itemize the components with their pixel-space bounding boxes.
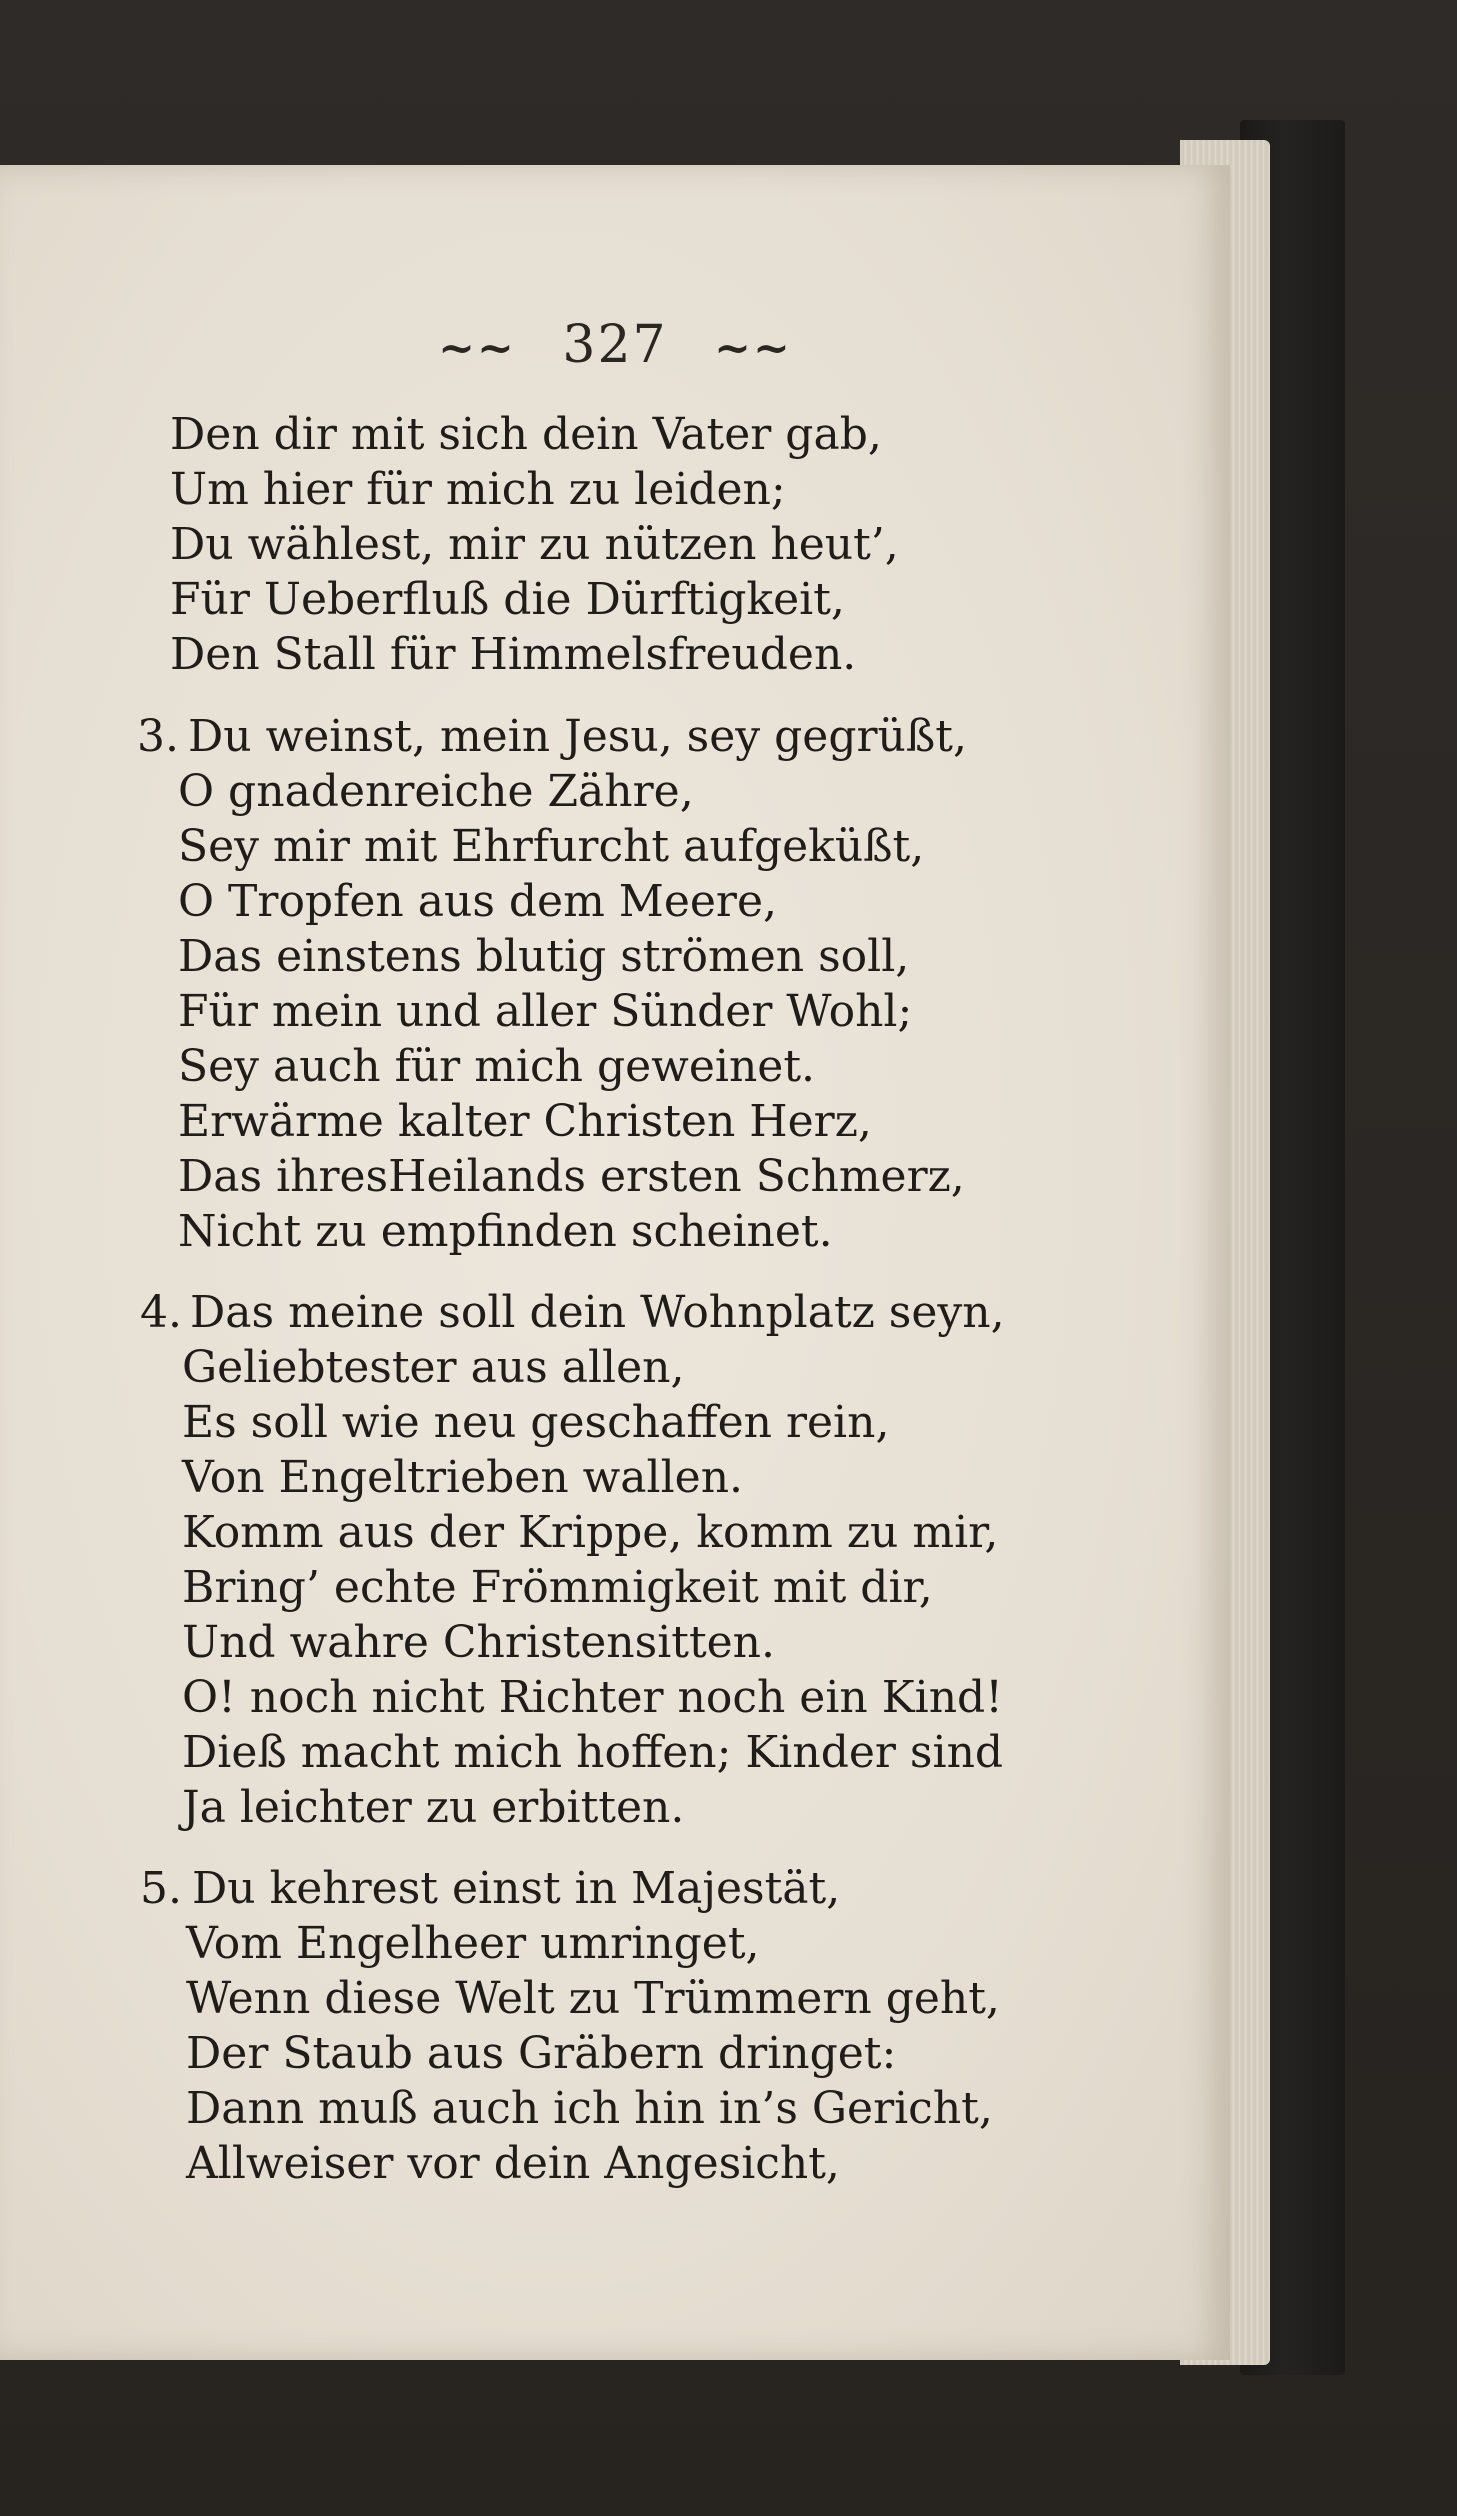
verse-line: Es soll wie neu geschaffen rein, [182,1397,890,1448]
verse-line: Sey auch für mich geweinet. [178,1041,815,1092]
verse-line: Geliebtester aus allen, [182,1342,685,1393]
ornament-left: ~~ [438,323,516,374]
verse-line: Wenn diese Welt zu Trümmern geht, [186,1973,1000,2024]
verse-line: O Tropfen aus dem Meere, [178,876,777,927]
verse-line: Der Staub aus Gräbern dringet: [186,2028,897,2079]
verse-line: O gnadenreiche Zähre, [178,766,694,817]
stanza-number: 5. [140,1863,182,1914]
verse-line: Das meine soll dein Wohnplatz seyn, [190,1287,1005,1338]
verse-line: Erwärme kalter Christen Herz, [178,1096,872,1147]
verse-line: Den Stall für Himmelsfreuden. [170,629,857,680]
verse-line: Komm aus der Krippe, komm zu mir, [182,1507,999,1558]
verse-line: Und wahre Christensitten. [182,1617,775,1668]
verse-line: Nicht zu empfinden scheinet. [178,1206,833,1257]
verse-line: Sey mir mit Ehrfurcht aufgeküßt, [178,821,925,872]
stanza-number: 4. [140,1287,182,1338]
verse-line: O! noch nicht Richter noch ein Kind! [182,1672,1003,1723]
page-number: 327 [562,315,668,375]
verse-line: Dieß macht mich hoffen; Kinder sind [182,1727,1004,1778]
verse-line: Vom Engelheer umringet, [186,1918,760,1969]
verse-line: Du weinst, mein Jesu, sey gegrüßt, [188,711,967,762]
verse-line: Du wählest, mir zu nützen heut’, [170,519,899,570]
verse-line: Das ihresHeilands ersten Schmerz, [178,1151,965,1202]
verse-line: Den dir mit sich dein Vater gab, [170,409,882,460]
verse-line: Für mein und aller Sünder Wohl; [178,986,913,1037]
verse-line: Du kehrest einst in Majestät, [192,1863,841,1914]
verse-line: Das einstens blutig strömen soll, [178,931,910,982]
page-header [0,315,1230,375]
verse-line: Um hier für mich zu leiden; [170,464,786,515]
ornament-right: ~~ [714,323,792,374]
stanza-number: 3. [137,711,179,762]
verse-line: Bring’ echte Frömmigkeit mit dir, [182,1562,933,1613]
verse-line: Für Ueberfluß die Dürftigkeit, [170,574,845,625]
verse-line: Von Engeltrieben wallen. [182,1452,744,1503]
verse-line: Dann muß auch ich hin in’s Gericht, [186,2083,993,2134]
book-page [0,165,1230,2360]
verse-line: Ja leichter zu erbitten. [182,1782,685,1833]
verse-line: Allweiser vor dein Angesicht, [186,2138,840,2189]
